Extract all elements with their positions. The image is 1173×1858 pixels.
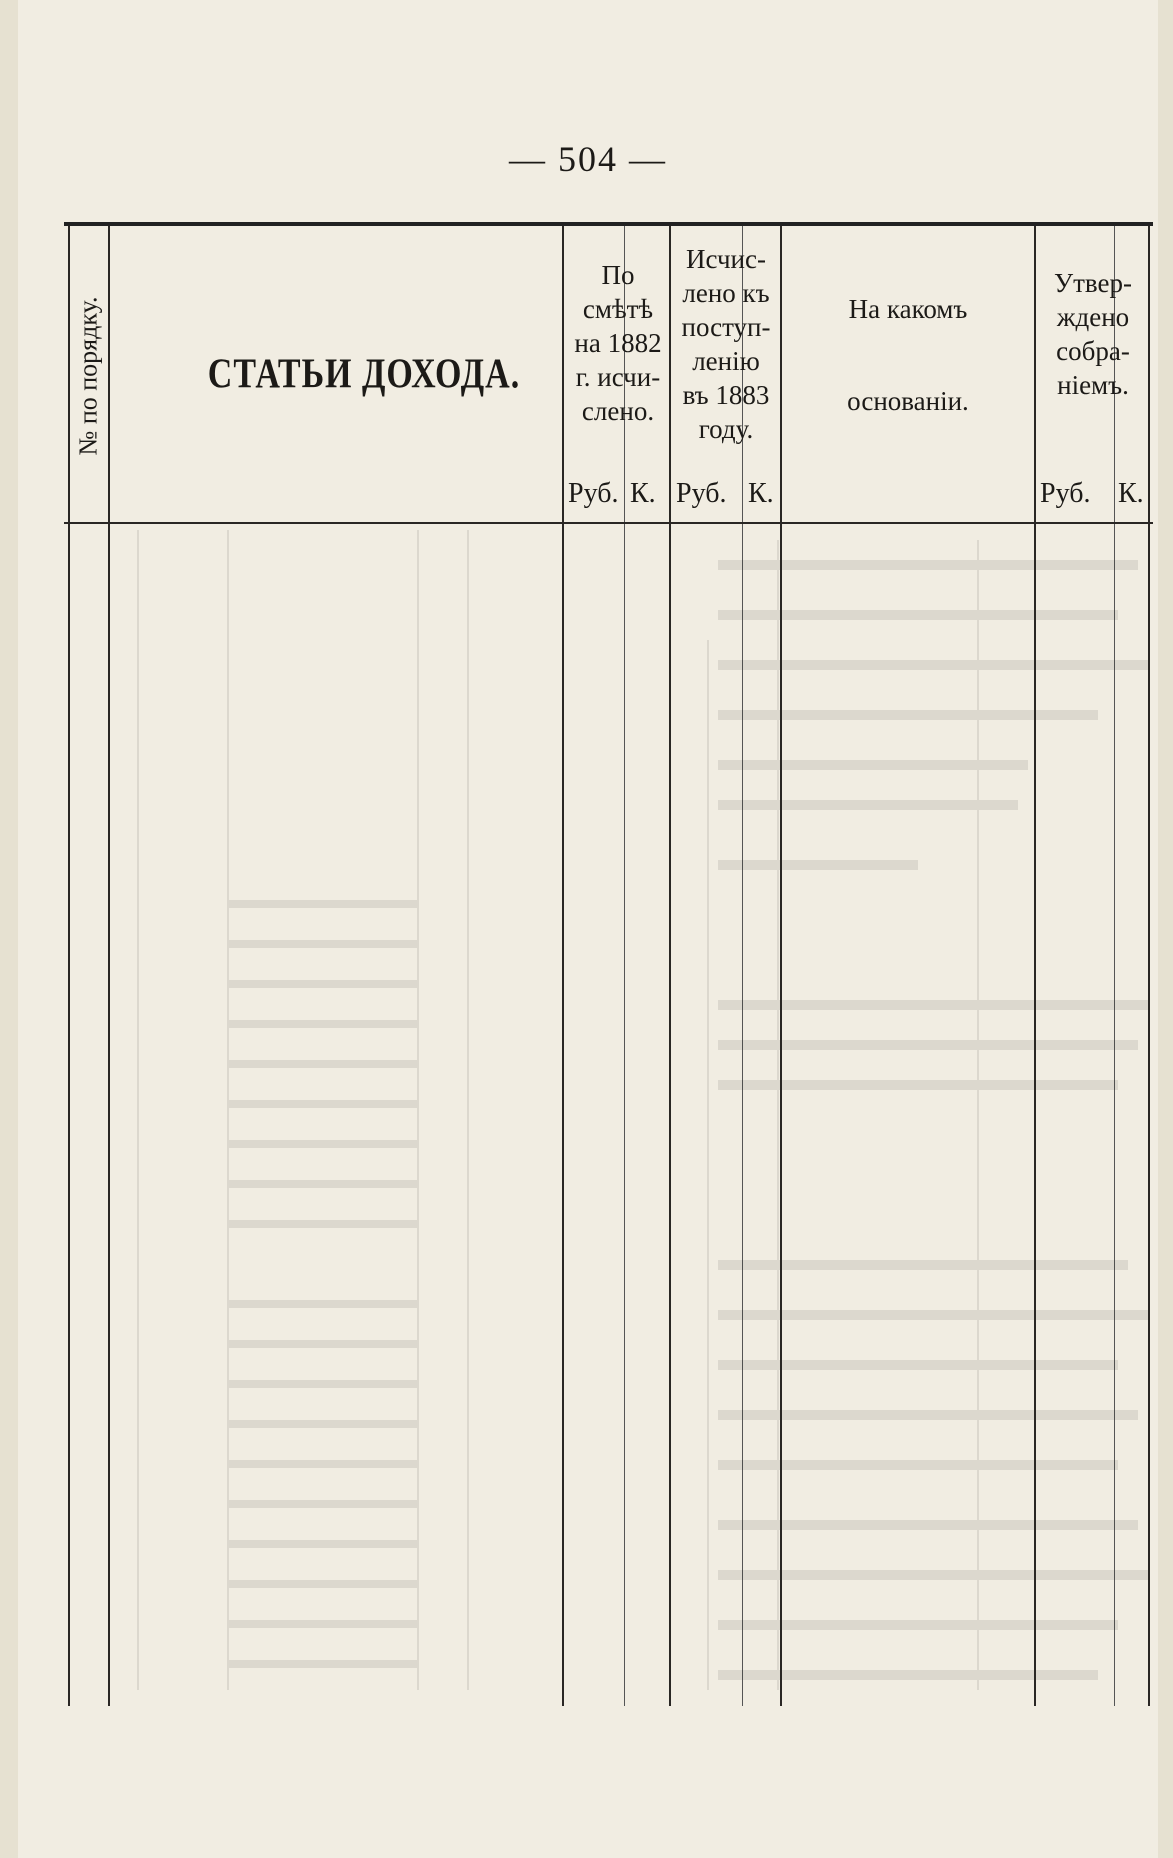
column-divider — [562, 226, 564, 1706]
column-divider — [624, 226, 625, 1706]
column-divider — [742, 226, 743, 1706]
subheader-rub: Руб. — [676, 478, 727, 509]
header-col-approved — [1036, 266, 1150, 402]
header-col-number — [74, 226, 102, 526]
subheader-rub: Руб. — [568, 478, 619, 509]
subheader-kop: К. — [1118, 478, 1144, 509]
header-line: собра- — [1056, 336, 1130, 366]
header-line: ждено — [1056, 302, 1130, 332]
header-line: По — [601, 260, 635, 290]
column-divider — [780, 226, 782, 1706]
revenue-table — [64, 222, 1153, 1706]
column-divider — [1114, 226, 1115, 1706]
header-col-1882 — [564, 258, 672, 428]
page-number: — 504 — — [509, 139, 667, 179]
header-rule — [64, 522, 1153, 524]
header-line: ніемъ. — [1057, 370, 1129, 400]
header-line: г. исчи- — [575, 362, 661, 392]
column-divider — [669, 226, 671, 1706]
header-line: году. — [698, 414, 754, 444]
header-col-number-label: № по порядку. — [73, 296, 103, 456]
header-line: основаніи. — [847, 386, 969, 416]
subheader-kop: К. — [748, 478, 774, 509]
table-border-right — [1148, 226, 1150, 1706]
column-divider — [108, 226, 110, 1706]
header-line: въ 1883 — [682, 380, 770, 410]
column-divider — [1034, 226, 1036, 1706]
header-line: на 1882 — [574, 328, 662, 358]
document-page — [18, 0, 1158, 1858]
header-col-1883 — [671, 242, 781, 446]
header-line: ленію — [692, 346, 760, 376]
header-line: Исчис- — [686, 244, 766, 274]
header-line: смѣтѣ — [582, 294, 654, 324]
subheader-rub: Руб. — [1040, 478, 1091, 509]
header-col-title: СТАТЬИ ДОХОДА. — [207, 351, 521, 398]
table-border-left — [68, 226, 70, 1706]
subheader-kop: К. — [630, 478, 656, 509]
header-line: слено. — [581, 396, 655, 426]
header-line: На какомъ — [848, 294, 968, 324]
header-col-basis — [782, 286, 1034, 424]
header-line: поступ- — [681, 312, 771, 342]
header-line: лено къ — [682, 278, 770, 308]
header-line: Утвер- — [1054, 268, 1132, 298]
